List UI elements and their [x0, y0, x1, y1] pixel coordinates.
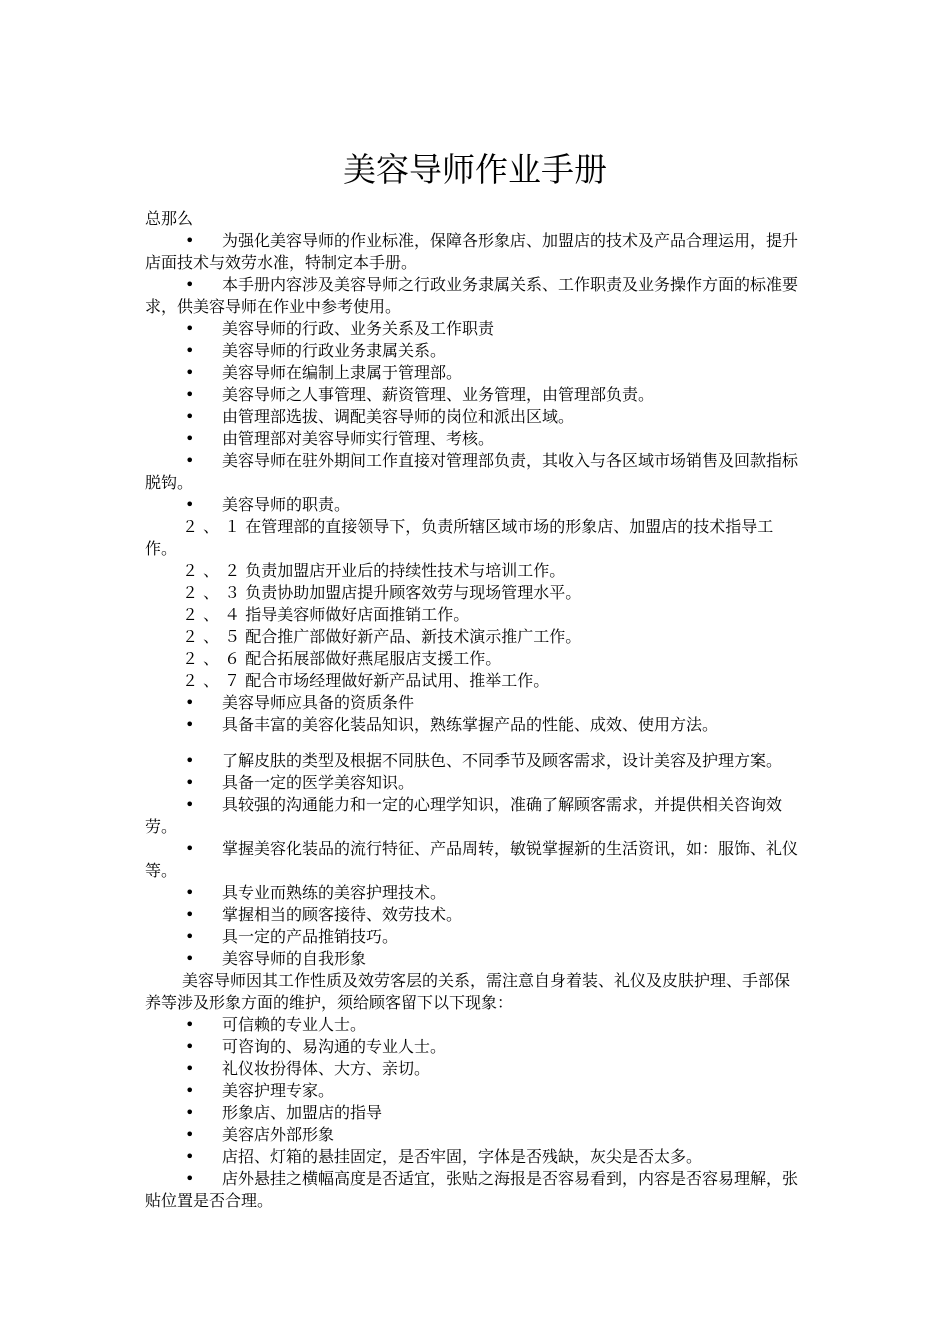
bullet-dot-icon: •: [185, 451, 195, 470]
bullet-item: [145, 1124, 805, 1146]
bullet-item: [145, 1102, 805, 1124]
bullet-dot-icon: •: [185, 1059, 195, 1078]
numbered-item: ２ 、 ２ 负责加盟店开业后的持续性技术与培训工作。: [182, 561, 566, 580]
bullet-text: 形象店、加盟店的指导: [222, 1103, 383, 1122]
bullet-text: 美容导师的职责。: [222, 495, 351, 514]
bullet-text: 美容导师之人事管理、薪资管理、业务管理，由管理部负责。: [222, 385, 655, 404]
bullet-item: [145, 1168, 805, 1212]
bullet-item: [145, 384, 805, 406]
bullet-item: [145, 450, 805, 494]
bullet-text: 美容导师应具备的资质条件: [222, 693, 415, 712]
bullet-dot-icon: •: [185, 1169, 195, 1188]
bullet-text: 美容护理专家。: [222, 1081, 335, 1100]
bullet-dot-icon: •: [185, 949, 195, 968]
bullet-text: 具一定的产品推销技巧。: [222, 927, 399, 946]
bullet-text: 具较强的沟通能力和一定的心理学知识，准确了解顾客需求，并提供相关咨询效劳。: [145, 795, 783, 836]
bullet-dot-icon: •: [185, 1147, 195, 1166]
bullet-item: [145, 926, 805, 948]
bullet-text: 美容导师的行政业务隶属关系。: [222, 341, 447, 360]
bullet-item: [145, 714, 805, 736]
bullet-dot-icon: •: [185, 715, 195, 734]
section-heading: 总那么: [145, 209, 194, 228]
numbered-item: ２ 、 ７ 配合市场经理做好新产品试用、推举工作。: [182, 671, 550, 690]
bullet-dot-icon: •: [185, 1125, 195, 1144]
bullet-item: [145, 692, 805, 714]
numbered-item: ２ 、 １ 在管理部的直接领导下，负责所辖区域市场的形象店、加盟店的技术指导工作。: [145, 517, 774, 558]
document-title: 美容导师作业手册: [343, 150, 607, 189]
bullet-dot-icon: •: [185, 231, 195, 250]
bullet-text: 店招、灯箱的悬挂固定，是否牢固，字体是否残缺，灰尖是否太多。: [222, 1147, 703, 1166]
bullet-text: 美容导师的自我形象: [222, 949, 367, 968]
bullet-text: 礼仪妆扮得体、大方、亲切。: [222, 1059, 431, 1078]
bullet-dot-icon: •: [185, 385, 195, 404]
bullet-dot-icon: •: [185, 363, 195, 382]
bullet-dot-icon: •: [185, 1037, 195, 1056]
bullet-item: [145, 1080, 805, 1102]
bullet-item: [145, 838, 805, 882]
bullet-dot-icon: •: [185, 839, 195, 858]
bullet-text: 店外悬挂之横幅高度是否适宜，张贴之海报是否容易看到，内容是否容易理解，张贴位置是否合理。: [145, 1169, 799, 1210]
bullet-dot-icon: •: [185, 275, 195, 294]
bullet-text: 美容导师在驻外期间工作直接对管理部负责，其收入与各区域市场销售及回款指标脱钩。: [145, 451, 799, 492]
bullet-item: [145, 904, 805, 926]
bullet-text: 由管理部对美容导师实行管理、考核。: [222, 429, 495, 448]
bullet-text: 美容导师的行政、业务关系及工作职责: [222, 319, 495, 338]
bullet-item: [145, 772, 805, 794]
bullet-item: [145, 494, 805, 516]
bullet-item: [145, 1146, 805, 1168]
bullet-item: [145, 882, 805, 904]
bullet-item: [145, 362, 805, 384]
bullet-text: 为强化美容导师的作业标准，保障各形象店、加盟店的技术及产品合理运用，提升店面技术与效劳水准，特制定本手册。: [145, 231, 799, 272]
bullet-text: 可咨询的、易沟通的专业人士。: [222, 1037, 447, 1056]
bullet-item: [145, 1058, 805, 1080]
bullet-text: 掌握美容化装品的流行特征、产品周转，敏锐掌握新的生活资讯，如：服饰、礼仪等。: [145, 839, 799, 880]
numbered-item: ２ 、 ３ 负责协助加盟店提升顾客效劳与现场管理水平。: [182, 583, 582, 602]
bullet-dot-icon: •: [185, 319, 195, 338]
bullet-dot-icon: •: [185, 1081, 195, 1100]
bullet-dot-icon: •: [185, 773, 195, 792]
bullet-dot-icon: •: [185, 795, 195, 814]
bullet-dot-icon: •: [185, 1103, 195, 1122]
bullet-item: [145, 750, 805, 772]
bullet-text: 具备丰富的美容化装品知识，熟练掌握产品的性能、成效、使用方法。: [222, 715, 719, 734]
bullet-item: [145, 230, 805, 274]
bullet-dot-icon: •: [185, 429, 195, 448]
bullet-text: 具专业而熟练的美容护理技术。: [222, 883, 447, 902]
bullet-text: 本手册内容涉及美容导师之行政业务隶属关系、工作职责及业务操作方面的标准要求，供美容导师在作业中参考使用。: [145, 275, 799, 316]
bullet-dot-icon: •: [185, 407, 195, 426]
bullet-item: [145, 1036, 805, 1058]
bullet-text: 具备一定的医学美容知识。: [222, 773, 415, 792]
bullet-dot-icon: •: [185, 1015, 195, 1034]
bullet-item: [145, 340, 805, 362]
bullet-dot-icon: •: [185, 495, 195, 514]
document-body: [145, 208, 805, 1212]
bullet-dot-icon: •: [185, 751, 195, 770]
numbered-item: ２ 、 ５ 配合推广部做好新产品、新技术演示推广工作。: [182, 627, 582, 646]
bullet-dot-icon: •: [185, 883, 195, 902]
bullet-text: 了解皮肤的类型及根据不同肤色、不同季节及顾客需求，设计美容及护理方案。: [222, 751, 783, 770]
bullet-dot-icon: •: [185, 693, 195, 712]
bullet-item: [145, 428, 805, 450]
bullet-text: 美容店外部形象: [222, 1125, 335, 1144]
paragraph: 美容导师因其工作性质及效劳客层的关系，需注意自身着装、礼仪及皮肤护理、手部保养等涉及形象方面的维护，须给顾客留下以下现象：: [145, 971, 791, 1012]
bullet-dot-icon: •: [185, 905, 195, 924]
bullet-text: 可信赖的专业人士。: [222, 1015, 367, 1034]
bullet-item: [145, 948, 805, 970]
bullet-dot-icon: •: [185, 341, 195, 360]
numbered-item: ２ 、 ４ 指导美容师做好店面推销工作。: [182, 605, 470, 624]
bullet-item: [145, 406, 805, 428]
bullet-dot-icon: •: [185, 927, 195, 946]
bullet-text: 由管理部选拔、调配美容导师的岗位和派出区域。: [222, 407, 575, 426]
bullet-text: 掌握相当的顾客接待、效劳技术。: [222, 905, 463, 924]
bullet-text: 美容导师在编制上隶属于管理部。: [222, 363, 463, 382]
bullet-item: [145, 274, 805, 318]
bullet-item: [145, 318, 805, 340]
bullet-item: [145, 794, 805, 838]
bullet-item: [145, 1014, 805, 1036]
numbered-item: ２ 、 ６ 配合拓展部做好燕尾服店支援工作。: [182, 649, 502, 668]
